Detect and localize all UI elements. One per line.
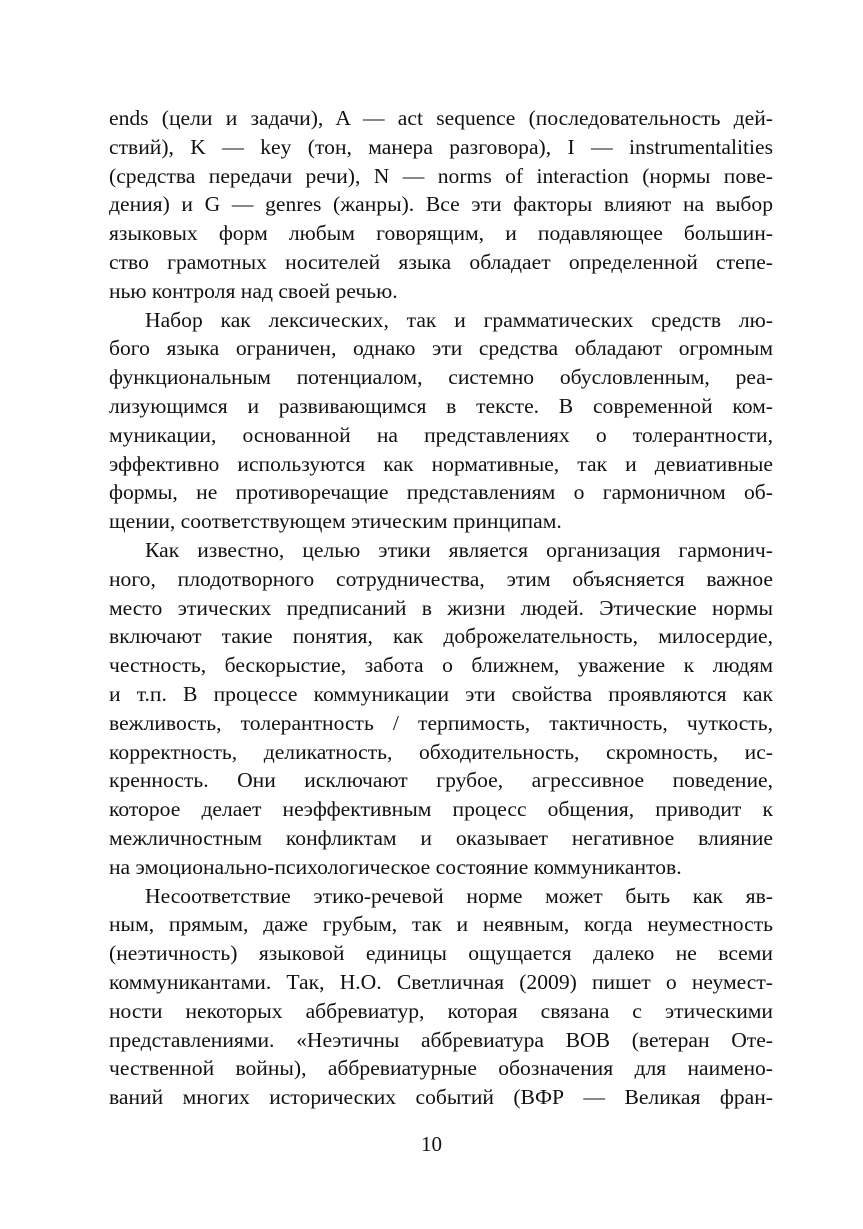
text-line: Несоответствие этико-речевой норме может быть как яв- <box>145 883 773 908</box>
paragraph-4 <box>109 882 773 1112</box>
text-line: лизующимся и развивающимся в тексте. В современной ком- <box>109 393 773 418</box>
text-line: честность, бескорыстие, забота о ближнем, уважение к людям <box>109 653 773 678</box>
text-line: дения) и G — genres (жанры). Все эти факторы влияют на выбор <box>109 192 773 217</box>
text-line: представлениями. «Неэтичны аббревиатура ВОВ (ветеран Оте- <box>109 1027 773 1052</box>
text-line: языковых форм любым говорящим, и подавляющее большин- <box>109 221 773 246</box>
text-line: включают такие понятия, как доброжелательность, милосердие, <box>109 624 773 649</box>
text-line: нью контроля над своей речью. <box>109 278 398 303</box>
text-line: место этических предписаний в жизни людей. Этические нормы <box>109 595 773 620</box>
text-line: Как известно, целью этики является организация гармонич- <box>145 537 773 562</box>
text-line: ends (цели и задачи), A — act sequence (последовательность дей- <box>109 106 773 130</box>
text-line: ство грамотных носителей языка обладает определенной степе- <box>109 249 773 274</box>
text-line: бого языка ограничен, однако эти средства обладают огромным <box>109 336 773 361</box>
text-line: ным, прямым, даже грубым, так и неявным, когда неуместность <box>109 912 773 937</box>
text-line: функциональным потенциалом, системно обусловленным, реа- <box>109 365 773 390</box>
text-line: Набор как лексических, так и грамматических средств лю- <box>145 307 773 332</box>
text-line: ствий), K — key (тон, манера разговора), I — instrumentalities <box>109 134 773 159</box>
text-line: чественной войны), аббревиатурные обозначения для наимено- <box>109 1056 773 1081</box>
text-line: (неэтичность) языковой единицы ощущается далеко не всеми <box>109 941 773 966</box>
text-line: ного, плодотворного сотрудничества, этим объясняется важное <box>109 566 773 591</box>
text-line: и т.п. В процессе коммуникации эти свойства проявляются как <box>109 681 773 706</box>
text-line: муникации, основанной на представлениях о толерантности, <box>109 422 773 447</box>
page-body <box>109 104 773 1112</box>
text-line: корректность, деликатность, обходительность, скромность, ис- <box>109 739 773 764</box>
text-line: ваний многих исторических событий (ВФР — Великая фран- <box>109 1085 773 1110</box>
text-line: на эмоционально-психологическое состояние коммуникантов. <box>109 854 682 879</box>
text-line: формы, не противоречащие представлениям о гармоничном об- <box>109 480 773 505</box>
text-line: (средства передачи речи), N — norms of interaction (нормы пове- <box>109 163 773 188</box>
paragraph-1 <box>109 104 773 306</box>
paragraph-2 <box>109 306 773 536</box>
page-number: 10 <box>421 1132 442 1156</box>
text-line: эффективно используются как нормативные, так и девиативные <box>109 451 773 476</box>
text-line: которое делает неэффективным процесс общения, приводит к <box>109 797 773 822</box>
text-line: межличностным конфликтам и оказывает негативное влияние <box>109 825 773 850</box>
text-line: щении, соответствующем этическим принципам. <box>109 509 562 534</box>
text-line: ности некоторых аббревиатур, которая связана с этическими <box>109 998 773 1023</box>
text-line: кренность. Они исключают грубое, агрессивное поведение, <box>109 768 773 793</box>
text-line: коммуникантами. Так, Н.О. Светличная (2009) пишет о неумест- <box>109 969 773 994</box>
paragraph-3 <box>109 536 773 882</box>
text-line: вежливость, толерантность / терпимость, тактичность, чуткость, <box>109 710 773 735</box>
